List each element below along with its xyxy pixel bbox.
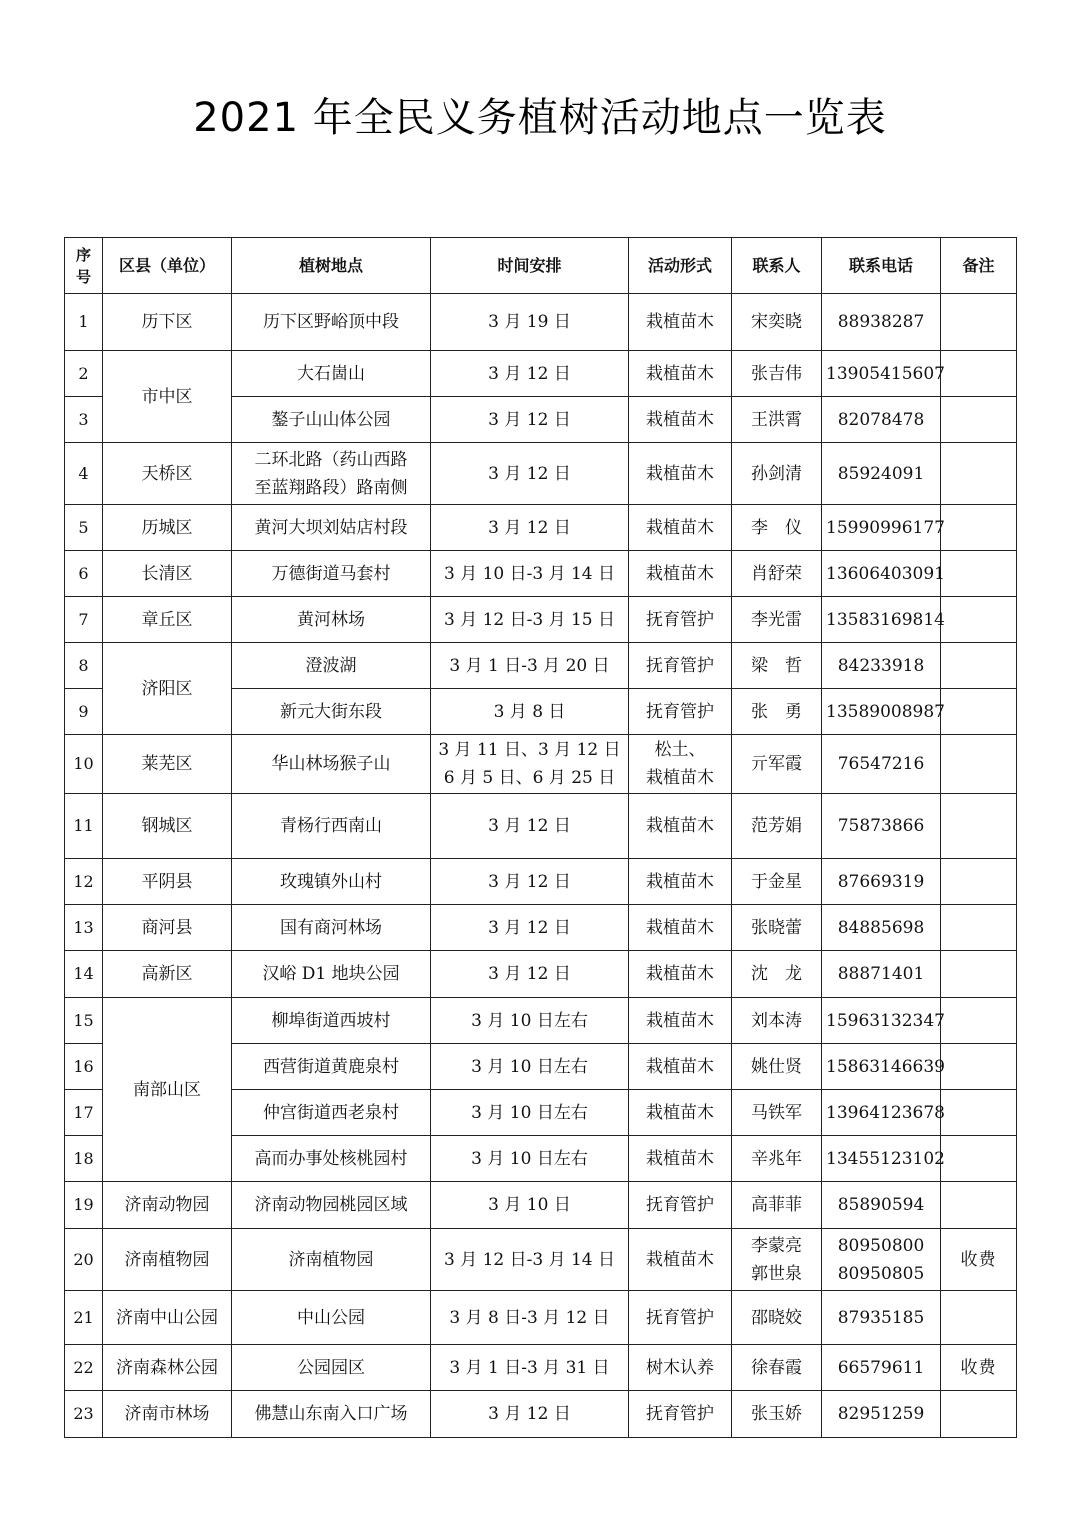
cell-district: 钢城区 [103, 794, 232, 859]
cell-location: 澄波湖 [232, 643, 431, 689]
cell-form-line: 栽植苗木 [646, 768, 714, 788]
table-row [65, 351, 1017, 397]
cell-time: 3 月 1 日-3 月 20 日 [431, 643, 629, 689]
cell-phone: 15863146639 [822, 1044, 941, 1090]
cell-note [941, 794, 1017, 859]
cell-contact: 刘本涛 [732, 998, 822, 1044]
cell-phone [822, 1229, 941, 1291]
table-row [65, 643, 1017, 689]
table-row [65, 294, 1017, 351]
table-row [65, 735, 1017, 794]
header-time: 时间安排 [431, 238, 629, 294]
cell-contact: 沈 龙 [732, 951, 822, 998]
table-row [65, 551, 1017, 597]
cell-phone: 13583169814 [822, 597, 941, 643]
header-contact: 联系人 [732, 238, 822, 294]
cell-time: 3 月 8 日 [431, 689, 629, 735]
cell-form: 栽植苗木 [629, 1044, 732, 1090]
cell-time: 3 月 10 日-3 月 14 日 [431, 551, 629, 597]
planting-sites-table [64, 237, 1017, 1438]
cell-phone: 84233918 [822, 643, 941, 689]
cell-note [941, 351, 1017, 397]
cell-location: 黄河林场 [232, 597, 431, 643]
cell-form: 树木认养 [629, 1345, 732, 1391]
cell-phone: 13606403091 [822, 551, 941, 597]
cell-no: 1 [65, 294, 103, 351]
cell-location: 柳埠街道西坡村 [232, 998, 431, 1044]
cell-location: 汉峪 D1 地块公园 [232, 951, 431, 998]
cell-note [941, 998, 1017, 1044]
cell-district: 济南中山公园 [103, 1291, 232, 1345]
table-row [65, 1391, 1017, 1438]
cell-contact [732, 1229, 822, 1291]
cell-time [431, 735, 629, 794]
cell-contact-line: 李蒙亮 [751, 1235, 802, 1256]
cell-phone: 13905415607 [822, 351, 941, 397]
cell-contact: 马铁军 [732, 1090, 822, 1136]
cell-district: 天桥区 [103, 443, 232, 505]
cell-no: 14 [65, 951, 103, 998]
cell-contact: 辛兆年 [732, 1136, 822, 1182]
cell-form: 栽植苗木 [629, 294, 732, 351]
cell-location: 高而办事处核桃园村 [232, 1136, 431, 1182]
cell-form: 栽植苗木 [629, 1090, 732, 1136]
cell-contact: 李光雷 [732, 597, 822, 643]
cell-district: 济南市林场 [103, 1391, 232, 1438]
cell-phone: 88938287 [822, 294, 941, 351]
cell-time: 3 月 10 日左右 [431, 1090, 629, 1136]
cell-note [941, 689, 1017, 735]
cell-district: 商河县 [103, 905, 232, 951]
cell-contact: 张玉娇 [732, 1391, 822, 1438]
table-row [65, 505, 1017, 551]
cell-phone: 66579611 [822, 1345, 941, 1391]
cell-contact: 孙剑清 [732, 443, 822, 505]
cell-form: 栽植苗木 [629, 859, 732, 905]
cell-note [941, 1182, 1017, 1229]
cell-district: 市中区 [103, 351, 232, 443]
table-row [65, 951, 1017, 998]
cell-location: 鏊子山山体公园 [232, 397, 431, 443]
cell-no: 16 [65, 1044, 103, 1090]
table-row [65, 1182, 1017, 1229]
table-row [65, 905, 1017, 951]
cell-form: 抚育管护 [629, 1391, 732, 1438]
cell-phone: 88871401 [822, 951, 941, 998]
table-row [65, 1345, 1017, 1391]
cell-note [941, 551, 1017, 597]
cell-district: 济阳区 [103, 643, 232, 735]
cell-contact: 肖舒荣 [732, 551, 822, 597]
cell-phone: 82078478 [822, 397, 941, 443]
cell-location: 大石崮山 [232, 351, 431, 397]
cell-note [941, 643, 1017, 689]
cell-note [941, 294, 1017, 351]
cell-note: 收费 [941, 1229, 1017, 1291]
cell-district: 长清区 [103, 551, 232, 597]
cell-time: 3 月 12 日 [431, 859, 629, 905]
cell-phone: 87669319 [822, 859, 941, 905]
cell-phone: 87935185 [822, 1291, 941, 1345]
cell-note [941, 951, 1017, 998]
cell-district: 济南森林公园 [103, 1345, 232, 1391]
cell-contact: 徐春霞 [732, 1345, 822, 1391]
header-location: 植树地点 [232, 238, 431, 294]
cell-form: 栽植苗木 [629, 951, 732, 998]
cell-phone: 13589008987 [822, 689, 941, 735]
cell-location [232, 443, 431, 505]
cell-location: 仲宫街道西老泉村 [232, 1090, 431, 1136]
cell-note [941, 1391, 1017, 1438]
cell-no: 8 [65, 643, 103, 689]
table-row [65, 859, 1017, 905]
cell-form [629, 735, 732, 794]
cell-contact: 姚仕贤 [732, 1044, 822, 1090]
cell-note [941, 905, 1017, 951]
cell-phone: 85890594 [822, 1182, 941, 1229]
page-title: 2021 年全民义务植树活动地点一览表 [193, 95, 887, 141]
cell-contact: 王洪霄 [732, 397, 822, 443]
cell-no: 3 [65, 397, 103, 443]
cell-form: 抚育管护 [629, 1291, 732, 1345]
cell-phone: 85924091 [822, 443, 941, 505]
cell-time: 3 月 12 日-3 月 15 日 [431, 597, 629, 643]
cell-location-line: 至蓝翔路段）路南侧 [254, 477, 408, 498]
table-row [65, 1229, 1017, 1291]
cell-form: 抚育管护 [629, 643, 732, 689]
cell-contact: 于金星 [732, 859, 822, 905]
cell-time: 3 月 12 日 [431, 443, 629, 505]
cell-form: 栽植苗木 [629, 794, 732, 859]
cell-note [941, 859, 1017, 905]
cell-form: 栽植苗木 [629, 397, 732, 443]
cell-form: 栽植苗木 [629, 505, 732, 551]
cell-contact: 张吉伟 [732, 351, 822, 397]
cell-time: 3 月 12 日 [431, 351, 629, 397]
cell-district: 章丘区 [103, 597, 232, 643]
cell-phone: 76547216 [822, 735, 941, 794]
cell-form: 栽植苗木 [629, 351, 732, 397]
cell-location: 济南植物园 [232, 1229, 431, 1291]
cell-location: 公园园区 [232, 1345, 431, 1391]
cell-time: 3 月 19 日 [431, 294, 629, 351]
cell-district: 济南植物园 [103, 1229, 232, 1291]
cell-location: 国有商河林场 [232, 905, 431, 951]
cell-note [941, 505, 1017, 551]
cell-location: 西营街道黄鹿泉村 [232, 1044, 431, 1090]
cell-location: 青杨行西南山 [232, 794, 431, 859]
cell-time: 3 月 12 日 [431, 951, 629, 998]
cell-form: 栽植苗木 [629, 1229, 732, 1291]
cell-note [941, 397, 1017, 443]
cell-time: 3 月 10 日左右 [431, 1044, 629, 1090]
table-row [65, 794, 1017, 859]
cell-district: 历城区 [103, 505, 232, 551]
cell-location: 济南动物园桃园区域 [232, 1182, 431, 1229]
cell-time: 3 月 1 日-3 月 31 日 [431, 1345, 629, 1391]
cell-contact-line: 郭世泉 [751, 1263, 802, 1284]
header-form: 活动形式 [629, 238, 732, 294]
cell-form: 栽植苗木 [629, 905, 732, 951]
cell-note [941, 1090, 1017, 1136]
cell-time: 3 月 10 日 [431, 1182, 629, 1229]
cell-location: 中山公园 [232, 1291, 431, 1345]
cell-contact: 张 勇 [732, 689, 822, 735]
cell-district: 高新区 [103, 951, 232, 998]
cell-time: 3 月 12 日-3 月 14 日 [431, 1229, 629, 1291]
cell-location: 新元大街东段 [232, 689, 431, 735]
table-row [65, 998, 1017, 1044]
cell-location: 历下区野峪顶中段 [232, 294, 431, 351]
cell-contact: 邵晓姣 [732, 1291, 822, 1345]
cell-form: 栽植苗木 [629, 551, 732, 597]
cell-no: 20 [65, 1229, 103, 1291]
cell-location-line: 二环北路（药山西路 [254, 449, 408, 470]
header-phone: 联系电话 [822, 238, 941, 294]
cell-district: 平阴县 [103, 859, 232, 905]
cell-phone: 15990996177 [822, 505, 941, 551]
table-header-row [65, 238, 1017, 294]
cell-form: 抚育管护 [629, 597, 732, 643]
cell-phone-line: 80950805 [837, 1263, 925, 1284]
cell-time: 3 月 12 日 [431, 905, 629, 951]
cell-time: 3 月 10 日左右 [431, 1136, 629, 1182]
cell-district: 济南动物园 [103, 1182, 232, 1229]
cell-note [941, 1044, 1017, 1090]
cell-time: 3 月 10 日左右 [431, 998, 629, 1044]
cell-time: 3 月 12 日 [431, 794, 629, 859]
cell-time: 3 月 8 日-3 月 12 日 [431, 1291, 629, 1345]
cell-form: 栽植苗木 [629, 1136, 732, 1182]
cell-no: 13 [65, 905, 103, 951]
cell-no: 10 [65, 735, 103, 794]
cell-form: 抚育管护 [629, 1182, 732, 1229]
cell-note [941, 443, 1017, 505]
cell-district: 南部山区 [103, 998, 232, 1182]
cell-district: 莱芜区 [103, 735, 232, 794]
cell-contact: 高菲菲 [732, 1182, 822, 1229]
cell-no: 19 [65, 1182, 103, 1229]
cell-location: 万德街道马套村 [232, 551, 431, 597]
cell-time-line: 3 月 11 日、3 月 12 日 [438, 740, 621, 760]
cell-form: 栽植苗木 [629, 998, 732, 1044]
cell-note [941, 1291, 1017, 1345]
cell-phone: 75873866 [822, 794, 941, 859]
cell-phone: 82951259 [822, 1391, 941, 1438]
cell-note [941, 1136, 1017, 1182]
table-row [65, 1291, 1017, 1345]
cell-no: 5 [65, 505, 103, 551]
cell-contact: 宋奕晓 [732, 294, 822, 351]
header-no: 序号 [65, 238, 103, 294]
cell-time-line: 6 月 5 日、6 月 25 日 [443, 768, 616, 788]
cell-contact: 张晓蕾 [732, 905, 822, 951]
cell-no: 12 [65, 859, 103, 905]
cell-no: 17 [65, 1090, 103, 1136]
header-note: 备注 [941, 238, 1017, 294]
cell-phone: 13964123678 [822, 1090, 941, 1136]
cell-contact: 范芳娟 [732, 794, 822, 859]
cell-no: 23 [65, 1391, 103, 1438]
cell-no: 4 [65, 443, 103, 505]
cell-no: 9 [65, 689, 103, 735]
cell-no: 22 [65, 1345, 103, 1391]
cell-form: 栽植苗木 [629, 443, 732, 505]
cell-no: 6 [65, 551, 103, 597]
cell-contact: 亓军霞 [732, 735, 822, 794]
cell-time: 3 月 12 日 [431, 1391, 629, 1438]
cell-form: 抚育管护 [629, 689, 732, 735]
cell-no: 21 [65, 1291, 103, 1345]
table-row [65, 597, 1017, 643]
cell-time: 3 月 12 日 [431, 397, 629, 443]
table-row [65, 443, 1017, 505]
cell-no: 11 [65, 794, 103, 859]
cell-contact: 李 仪 [732, 505, 822, 551]
cell-location: 佛慧山东南入口广场 [232, 1391, 431, 1438]
cell-phone: 13455123102 [822, 1136, 941, 1182]
cell-location: 玫瑰镇外山村 [232, 859, 431, 905]
cell-time: 3 月 12 日 [431, 505, 629, 551]
cell-no: 7 [65, 597, 103, 643]
cell-district: 历下区 [103, 294, 232, 351]
cell-note [941, 597, 1017, 643]
cell-no: 18 [65, 1136, 103, 1182]
cell-location: 华山林场猴子山 [232, 735, 431, 794]
cell-note: 收费 [941, 1345, 1017, 1391]
cell-note [941, 735, 1017, 794]
cell-form-line: 松土、 [654, 740, 706, 760]
header-district: 区县（单位） [103, 238, 232, 294]
cell-phone: 15963132347 [822, 998, 941, 1044]
cell-no: 15 [65, 998, 103, 1044]
cell-phone-line: 80950800 [837, 1235, 925, 1256]
cell-no: 2 [65, 351, 103, 397]
cell-phone: 84885698 [822, 905, 941, 951]
cell-contact: 梁 哲 [732, 643, 822, 689]
cell-location: 黄河大坝刘姑店村段 [232, 505, 431, 551]
